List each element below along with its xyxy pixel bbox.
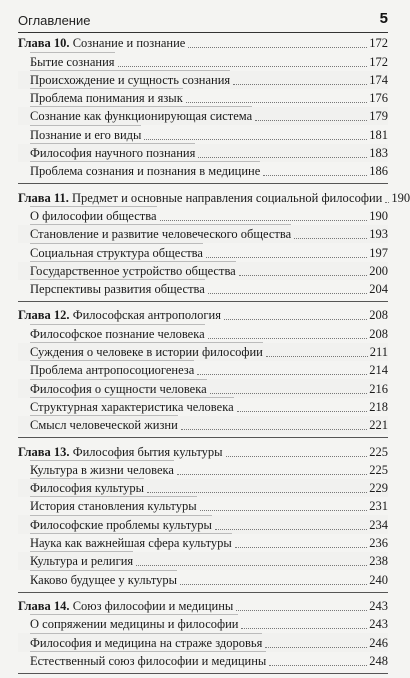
section-entry[interactable] [18, 361, 388, 379]
section-title: Философия и медицина на страже здоровья [30, 633, 262, 652]
chapter-block [18, 442, 388, 592]
chapter-title: Сознание и познание [72, 36, 186, 51]
section-entry[interactable] [18, 225, 388, 243]
section-page: 200 [369, 263, 388, 278]
leader-dots [208, 338, 368, 339]
chapter-heading[interactable] [18, 306, 388, 324]
section-title: Смысл человеческой жизни [30, 415, 178, 434]
section-entry[interactable] [18, 379, 388, 397]
section-entry[interactable] [18, 343, 388, 361]
section-title: Каково будущее у культуры [30, 570, 177, 589]
section-title: Философское познание человека [30, 324, 205, 343]
section-entry[interactable] [18, 71, 388, 89]
section-entry[interactable] [18, 107, 388, 125]
leader-dots [208, 293, 367, 294]
header-title: Оглавление [18, 13, 91, 28]
leader-dots [181, 429, 367, 430]
section-page: 186 [369, 164, 388, 179]
section-page: 172 [369, 54, 388, 69]
chapter-page: 225 [369, 444, 388, 459]
section-entry[interactable] [18, 243, 388, 261]
leader-dots [294, 238, 367, 239]
section-page: 240 [369, 572, 388, 587]
chapter-title: Философская антропология [72, 308, 221, 323]
chapter-block [18, 34, 388, 184]
chapter-heading[interactable] [18, 188, 410, 206]
section-entry[interactable] [18, 398, 388, 416]
section-title: Философские проблемы культуры [30, 515, 212, 534]
leader-dots [198, 157, 367, 158]
section-entry[interactable] [18, 52, 388, 70]
section-page: 174 [369, 72, 388, 87]
section-title: Проблема понимания и язык [30, 88, 183, 107]
chapter-label: Глава 10. [18, 36, 70, 51]
leader-dots [200, 510, 368, 511]
section-title: Структурная характеристика человека [30, 397, 234, 416]
section-page: 238 [369, 554, 388, 569]
section-entry[interactable] [18, 461, 388, 479]
section-entry[interactable] [18, 652, 388, 670]
section-page: 243 [369, 617, 388, 632]
section-title: Социальная структура общества [30, 243, 203, 262]
chapter-block [18, 306, 388, 438]
section-entry[interactable] [18, 162, 388, 180]
leader-dots [210, 393, 368, 394]
header-page-number: 5 [379, 10, 388, 27]
section-page: 234 [369, 517, 388, 532]
chapter-page: 208 [369, 308, 388, 323]
section-page: 176 [369, 91, 388, 106]
section-entry[interactable] [18, 633, 388, 651]
section-title: История становления культуры [30, 496, 197, 515]
leader-dots [269, 665, 367, 666]
leader-dots [224, 319, 367, 320]
leader-dots [197, 374, 367, 375]
leader-dots [118, 66, 368, 67]
section-title: О философии общества [30, 206, 157, 225]
chapter-title: Союз философии и медицины [72, 598, 234, 613]
chapter-block [18, 597, 388, 674]
leader-dots [206, 257, 367, 258]
leader-dots [160, 220, 368, 221]
leader-dots [236, 610, 367, 611]
section-page: 231 [369, 499, 388, 514]
section-entry[interactable] [18, 262, 388, 280]
section-entry[interactable] [18, 144, 388, 162]
leader-dots [266, 356, 368, 357]
section-entry[interactable] [18, 534, 388, 552]
section-page: 229 [369, 481, 388, 496]
section-page: 246 [369, 635, 388, 650]
section-title: Суждения о человеке в истории философии [30, 342, 263, 361]
section-title: Культура и религия [30, 551, 133, 570]
chapter-title: Предмет и основные направления социальной философии [72, 190, 383, 205]
section-title: Наука как важнейшая сфера культуры [30, 533, 232, 552]
section-title: Становление и развитие человеческого общества [30, 224, 291, 243]
leader-dots [263, 175, 367, 176]
leader-dots [235, 547, 367, 548]
table-of-contents [18, 34, 410, 678]
section-title: Происхождение и сущность сознания [30, 70, 230, 89]
section-entry[interactable] [18, 125, 388, 143]
leader-dots [144, 139, 367, 140]
leader-dots [147, 492, 367, 493]
leader-dots [136, 565, 367, 566]
section-page: 218 [369, 399, 388, 414]
section-page: 197 [369, 245, 388, 260]
chapter-page: 243 [369, 598, 388, 613]
section-title: Перспективы развития общества [30, 279, 205, 298]
chapter-heading[interactable] [18, 34, 388, 52]
section-page: 221 [369, 418, 388, 433]
chapter-heading[interactable] [18, 442, 388, 460]
leader-dots [226, 456, 368, 457]
leader-dots [255, 120, 367, 121]
leader-dots [186, 102, 367, 103]
section-entry[interactable] [18, 207, 388, 225]
leader-dots [385, 202, 389, 203]
chapter-label: Глава 12. [18, 308, 70, 323]
section-page: 248 [369, 653, 388, 668]
section-title: Философия научного познания [30, 143, 195, 162]
section-title: Философия о сущности человека [30, 379, 207, 398]
chapter-label: Глава 13. [18, 444, 70, 459]
section-page: 208 [369, 326, 388, 341]
chapter-label: Глава 11. [18, 190, 69, 205]
section-page: 193 [369, 227, 388, 242]
chapter-label: Глава 14. [18, 598, 70, 613]
section-entry[interactable] [18, 479, 388, 497]
chapter-block [18, 188, 410, 302]
section-title: Сознание как функционирующая система [30, 106, 252, 125]
section-page: 211 [369, 345, 388, 360]
chapter-title: Философия бытия культуры [72, 444, 223, 459]
section-page: 236 [369, 536, 388, 551]
chapter-heading[interactable] [18, 597, 388, 615]
section-title: Бытие сознания [30, 52, 115, 71]
section-title: Государственное устройство общества [30, 261, 236, 280]
leader-dots [180, 584, 367, 585]
section-title: Проблема сознания и познания в медицине [30, 161, 260, 180]
chapter-page: 190 [391, 190, 410, 205]
leader-dots [237, 411, 368, 412]
section-page: 216 [369, 381, 388, 396]
section-entry[interactable] [18, 515, 388, 533]
leader-dots [239, 275, 368, 276]
leader-dots [215, 529, 367, 530]
page-header [18, 8, 388, 33]
section-page: 179 [369, 109, 388, 124]
section-title: Проблема антропосоциогенеза [30, 360, 194, 379]
section-page: 204 [369, 282, 388, 297]
section-entry[interactable] [18, 615, 388, 633]
leader-dots [177, 474, 367, 475]
section-title: О сопряжении медицины и философии [30, 614, 238, 633]
section-page: 183 [369, 146, 388, 161]
leader-dots [265, 647, 367, 648]
section-entry[interactable] [18, 416, 388, 434]
section-title: Культура в жизни человека [30, 460, 174, 479]
section-entry[interactable] [18, 570, 388, 588]
section-title: Естественный союз философии и медицины [30, 651, 266, 670]
section-entry[interactable] [18, 552, 388, 570]
chapter-page: 172 [369, 36, 388, 51]
section-page: 214 [369, 363, 388, 378]
section-page: 225 [369, 462, 388, 477]
section-entry[interactable] [18, 280, 388, 298]
section-page: 190 [369, 208, 388, 223]
leader-dots [188, 47, 367, 48]
section-title: Познание и его виды [30, 125, 141, 144]
leader-dots [233, 84, 367, 85]
section-entry[interactable] [18, 324, 388, 342]
section-page: 181 [369, 127, 388, 142]
section-entry[interactable] [18, 89, 388, 107]
leader-dots [241, 628, 367, 629]
section-title: Философия культуры [30, 478, 144, 497]
section-entry[interactable] [18, 497, 388, 515]
